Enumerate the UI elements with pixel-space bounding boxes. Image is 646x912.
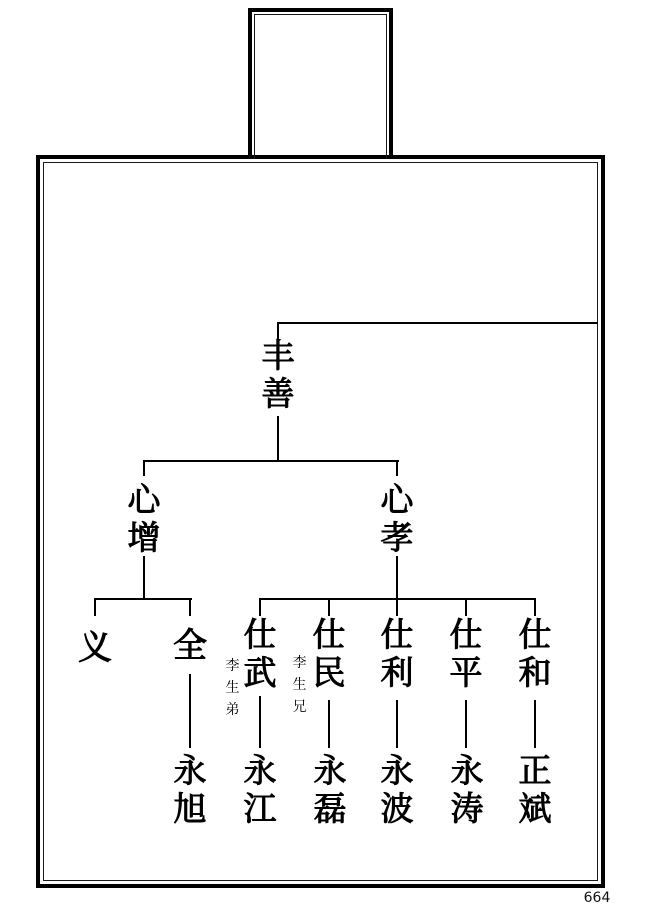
connector-shili-yongbo — [396, 700, 398, 748]
node-yongjiang: 永江 — [243, 751, 277, 828]
node-quan: 全 — [173, 626, 207, 666]
node-yi: 义 — [78, 628, 112, 668]
node-yongbo: 永波 — [380, 751, 414, 828]
page-number: 664 — [583, 890, 611, 906]
node-xinxiao: 心孝 — [380, 480, 414, 557]
connector-stub-shili — [396, 598, 398, 616]
connector-top-continuation-line — [278, 322, 598, 324]
connector-gen2-stub-left — [143, 460, 145, 476]
connector-stub-shiwu — [259, 598, 261, 616]
connector-stub-shiping — [465, 598, 467, 616]
node-yongtao: 永涛 — [450, 751, 484, 828]
connector-root-stem-bottom — [277, 416, 279, 462]
node-shiwu-annotation: 李生弟 — [225, 658, 240, 718]
node-yonglei: 永磊 — [313, 751, 347, 828]
connector-gen2-stub-right — [396, 460, 398, 476]
connector-shihe-zhengbin — [534, 700, 536, 748]
node-shiping: 仕平 — [449, 615, 483, 692]
connector-xinzeng-stem — [143, 556, 145, 600]
connector-quan-yongxu — [189, 674, 191, 748]
connector-gen3-left-horizontal — [94, 598, 192, 600]
connector-stub-yi — [94, 598, 96, 616]
connector-shiwu-yongjiang — [259, 696, 261, 748]
connector-stub-shimin — [328, 598, 330, 616]
connector-shiping-yongtao — [465, 700, 467, 748]
node-xinzeng: 心增 — [127, 480, 161, 557]
node-yongxu: 永旭 — [173, 751, 207, 828]
connector-stub-shihe — [534, 598, 536, 616]
node-shimin: 仕民 — [312, 615, 346, 692]
node-shiwu: 仕武 — [243, 615, 277, 692]
index-tab-inner — [254, 14, 387, 159]
connector-gen2-horizontal — [143, 460, 399, 462]
node-shili: 仕利 — [380, 615, 414, 692]
node-shimin-annotation: 李生兄 — [292, 655, 307, 715]
connector-shimin-yonglei — [328, 700, 330, 748]
connector-stub-quan — [189, 598, 191, 616]
connector-xinxiao-stem — [396, 556, 398, 600]
node-fengshan: 丰善 — [261, 336, 295, 413]
node-zhengbin: 正斌 — [518, 751, 552, 828]
node-shihe: 仕和 — [518, 615, 552, 692]
